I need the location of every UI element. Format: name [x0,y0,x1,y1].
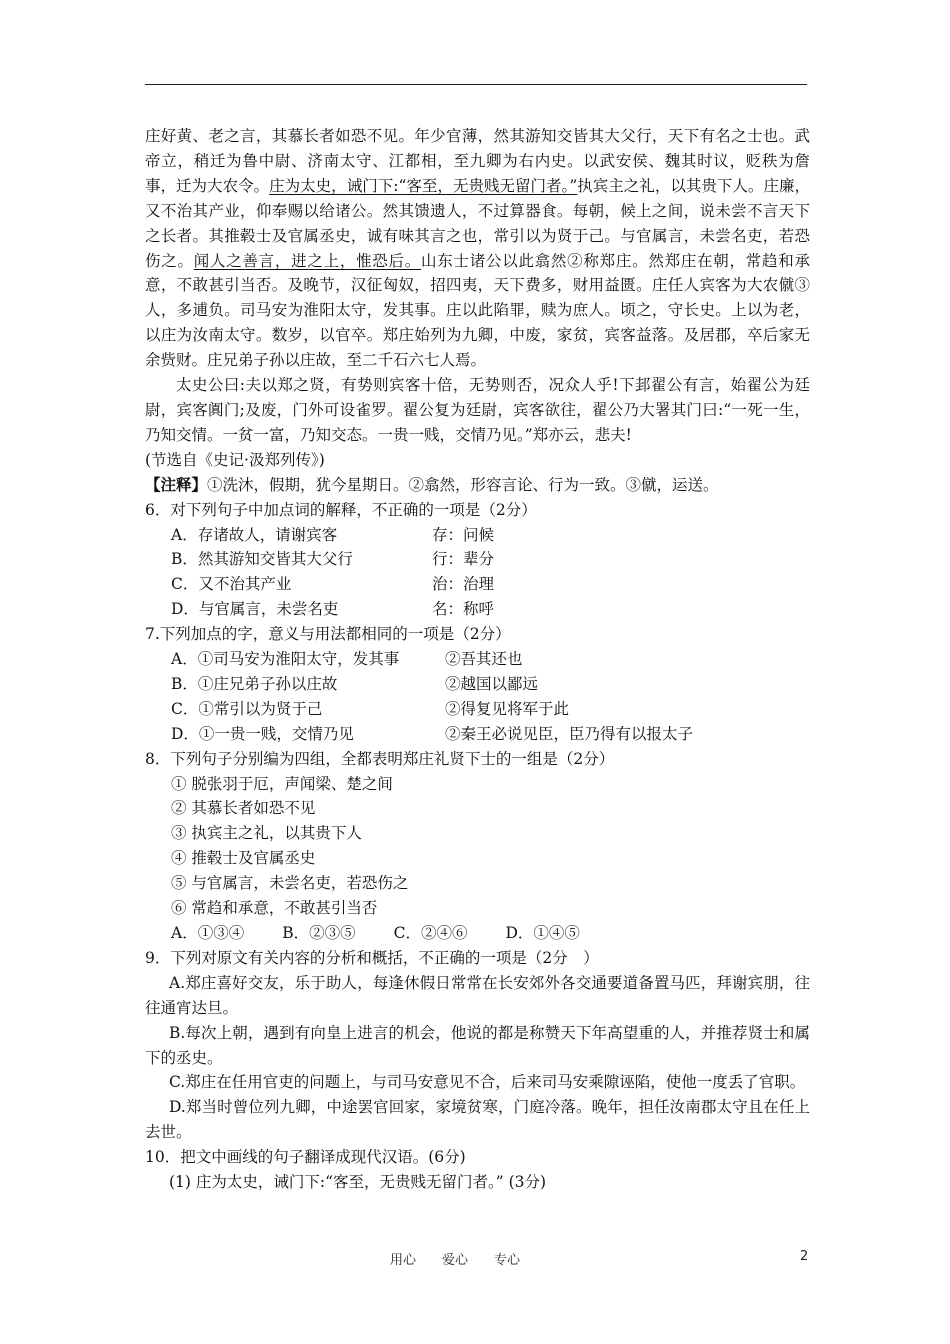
passage-source: (节选自《史记·汲郑列传》) [145,450,325,469]
header-rule [145,84,807,85]
annotation [145,473,810,498]
question-8-item: ⑤ 与官属言，未尝名吏，若恐伤之 [171,874,409,893]
passage-text: 庄好黄、老之言，其慕长者如恐不见。年少官薄，然其游知交皆其大父行，天下有名之士也。武帝立，稍迁为鲁中尉、济南太守、江都相，至九卿为右内史。以武安侯、魏其时议，贬秩为詹事，迁为大农令。 [145,127,810,195]
page-content [145,124,810,1195]
question-8-item: ④ 推毂士及官属丞史 [171,849,316,868]
question-6-option: A．存诸故人，请谢宾客 存：问候 [171,525,495,544]
question-8-item: ① 脱张羽于厄，声闻梁、楚之间 [171,774,393,793]
underlined-sentence-2: 闻人之善言，进之上，惟恐后。 [193,251,422,270]
passage-text: 执宾主之礼，以其贵下人。庄廉，又不治其产业，仰奉赐以给诸公。然其馈遗人，不过算器食。每朝，候上之间，说未尝不言天下之长者。其推毂士及官属丞史，诚有味其言之也，常引以为贤于己。与官属言，未尝名吏，若恐伤之。 [145,176,810,270]
choice-d: D．①④⑤ [505,924,580,942]
choice-b: B．②③⑤ [282,924,356,942]
question-9-option-c: C.郑庄在任用官吏的问题上，与司马安意见不合，后来司马安乘隙诬陷，使他一度丢了官职。 [169,1073,806,1092]
question-7-option: A．①司马安为淮阳太守，发其事 ②吾其还也 [171,650,523,669]
annotation-label: 【注释】 [145,474,208,494]
question-7-option: C．①常引以为贤于己 ②得复见将军于此 [171,699,570,718]
annotation-text: ①洗沐，假期，犹今星期日。②翕然，形容言论、行为一致。③僦，运送。 [207,475,719,494]
question-8-item: ② 其慕长者如恐不见 [171,799,316,818]
question-6-option: B．然其游知交皆其大父行 行：辈分 [171,550,495,569]
question-8-stem: 8．下列句子分别编为四组，全都表明郑庄礼贤下士的一组是（2分） [145,749,615,768]
question-8-item: ③ 执宾主之礼，以其贵下人 [171,824,362,843]
question-9-option-a: A.郑庄喜好交友，乐于助人，每逢休假日常常在长安郊外各交通要道备置马匹，拜谢宾朋，往往通宵达旦。 [145,973,810,1017]
choice-a: A．①③④ [171,924,245,942]
page-number: 2 [800,1249,809,1264]
footer-motto: 用心 爱心 专心 [390,1253,521,1268]
question-6-option: C．又不治其产业 治：治理 [171,575,495,594]
passage-paragraph-1 [145,124,810,373]
question-7-option: D．①一贵一贱，交情乃见 ②秦王必说见臣，臣乃得有以报太子 [171,724,694,743]
underlined-sentence-1: 庄为太史，诫门下:“客至，无贵贱无留门者。” [269,176,578,195]
passage-text: 山东士诸公以此翕然②称郑庄。然郑庄在朝，常趋和承意，不敢甚引当否。及晚节，汉征匈奴，招四夷，天下费多，财用益匮。庄任人宾客为大农僦③人，多逋负。司马安为淮阳太守，发其事。庄以此陷罪，赎为庶人。顷之，守长史。上以为老，以庄为汝南太守。数岁，以官卒。郑庄始列为九卿，中废，家贫，宾客益落。及居郡，卒后家无余赀财。庄兄弟子孙以庄故，至二千石六七人焉。 [145,251,810,370]
question-9-option-b: B.每次上朝，遇到有向皇上进言的机会，他说的都是称赞天下年高望重的人，并推荐贤士和属下的丞史。 [145,1023,810,1067]
choice-c: C．②④⑥ [393,924,468,942]
question-8-choices [145,921,810,946]
question-7-option: B．①庄兄弟子孙以庄故 ②越国以鄙远 [171,674,539,693]
question-10-sub-1: (1) 庄为太史，诫门下:“客至，无贵贱无留门者。” (3分) [169,1173,547,1192]
question-6-option: D．与官属言，未尝名吏 名：称呼 [171,600,495,619]
passage-paragraph-2: 太史公曰:夫以郑之贤，有势则宾客十倍，无势则否，况众人乎!下邽翟公有言，始翟公为廷尉，宾客阗门;及废，门外可设雀罗。翟公复为廷尉，宾客欲往，翟公乃大署其门曰:“一死一生，乃知交情。一贫一富，乃知交态。一贵一贱，交情乃见。”郑亦云，悲夫! [145,376,810,444]
question-9-option-d: D.郑当时曾位列九卿，中途罢官回家，家境贫寒，门庭冷落。晚年，担任汝南郡太守且在任上去世。 [145,1098,810,1142]
question-9-stem: 9．下列对原文有关内容的分析和概括，不正确的一项是（2分 ） [145,948,599,967]
question-10-stem: 10．把文中画线的句子翻译成现代汉语。(6分) [145,1148,466,1167]
question-6-stem: 6．对下列句子中加点词的解释，不正确的一项是（2分） [145,500,537,519]
question-8-item: ⑥ 常趋和承意，不敢甚引当否 [171,899,378,918]
question-7-stem: 7.下列加点的字，意义与用法都相同的一项是（2分） [145,625,511,644]
